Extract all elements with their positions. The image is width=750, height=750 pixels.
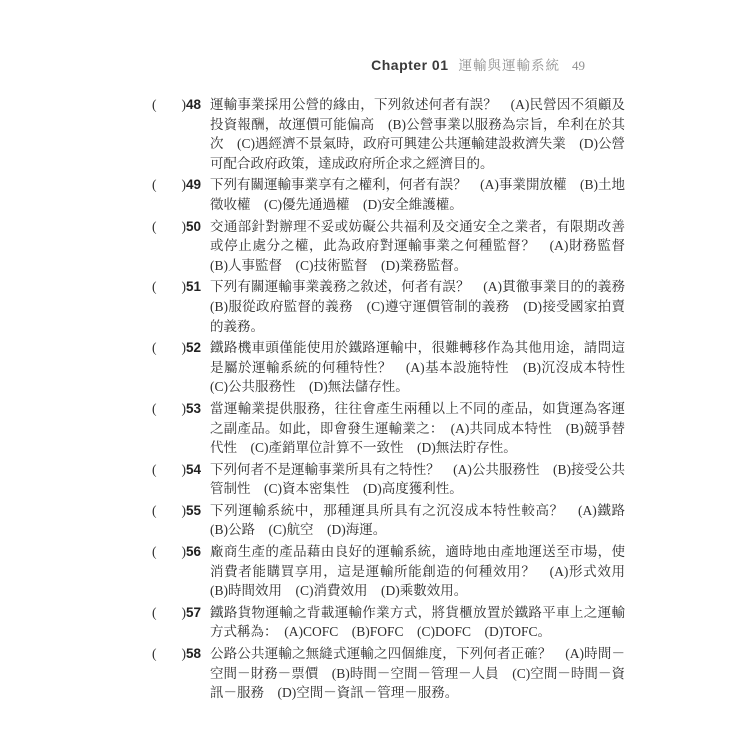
open-paren: ( (152, 177, 157, 193)
question-item (152, 501, 639, 540)
question-number: 56 (186, 544, 202, 560)
question-item (152, 338, 639, 397)
page-header (0, 54, 585, 74)
answer-blank (152, 338, 186, 358)
question-text: 鐵路貨物運輸之背載運輸作業方式，將貨櫃放置於鐵路平車上之運輸方式稱為： (A)COFC (B)FOFC (C)DOFC (D)TOFC。 (210, 604, 625, 640)
question-item (152, 460, 625, 499)
question-number: 49 (186, 177, 202, 193)
open-paren: ( (152, 340, 157, 356)
open-paren: ( (152, 400, 157, 416)
answer-blank (152, 460, 186, 480)
question-number: 57 (186, 604, 202, 620)
question-text: 當運輸業提供服務，往往會產生兩種以上不同的產品，如貨運為客運之副產品。如此，即會發生運輸業之： (A)共同成本特性 (B)競爭替代性 (C)產銷單位計算不一致性 (D)無法貯存性。 (210, 400, 625, 456)
question-number: 51 (186, 279, 202, 295)
question-text: 鐵路機車頭僅能使用於鐵路運輸中，很難轉移作為其他用途，請問這是屬於運輸系統的何種特性？ (A)基本設施特性 (B)沉沒成本特性 (C)公共服務性 (D)無法儲存性。 (210, 340, 639, 395)
open-paren: ( (152, 279, 157, 295)
question-text: 廠商生產的產品藉由良好的運輸系統，適時地由產地運送至市場，使消費者能購買享用，這是運輸所能創造的何種效用？ (A)形式效用 (B)時間效用 (C)消費效用 (D)乘數效用。 (210, 544, 639, 599)
question-number: 53 (186, 400, 202, 416)
answer-blank (152, 542, 186, 562)
open-paren: ( (152, 461, 157, 477)
close-paren: ) (181, 218, 186, 234)
open-paren: ( (152, 604, 157, 620)
close-paren: ) (181, 646, 186, 662)
chapter-label: Chapter 01 (371, 57, 449, 73)
open-paren: ( (152, 502, 157, 518)
question-item (152, 95, 625, 173)
close-paren: ) (181, 461, 186, 477)
close-paren: ) (181, 279, 186, 295)
answer-blank (152, 399, 186, 419)
close-paren: ) (181, 604, 186, 620)
question-item (152, 175, 625, 214)
question-number: 50 (186, 218, 202, 234)
answer-blank (152, 217, 186, 237)
page-number: 49 (572, 58, 585, 73)
close-paren: ) (181, 340, 186, 356)
question-number: 52 (186, 340, 202, 356)
question-number: 54 (186, 461, 202, 477)
close-paren: ) (181, 400, 186, 416)
answer-blank (152, 175, 186, 195)
chapter-title: 運輸與運輸系統 (458, 58, 560, 73)
question-item (152, 603, 625, 642)
close-paren: ) (181, 97, 186, 112)
close-paren: ) (181, 177, 186, 193)
answer-blank (152, 277, 186, 297)
open-paren: ( (152, 544, 157, 560)
question-number: 55 (186, 502, 202, 518)
question-text: 下列有關運輸事業享有之權利，何者有誤？ (A)事業開放權 (B)土地徵收權 (C)優先通過權 (D)安全維護權。 (210, 177, 625, 212)
question-text: 下列何者不是運輸事業所具有之特性？ (A)公共服務性 (B)接受公共管制性 (C)資本密集性 (D)高度獲利性。 (210, 461, 625, 497)
close-paren: ) (181, 502, 186, 518)
question-text: 下列有關運輸事業義務之敘述，何者有誤？ (A)貫徹事業目的的義務 (B)服從政府監督的義務 (C)遵守運價管制的義務 (D)接受國家拍賣的義務。 (210, 279, 639, 334)
answer-blank (152, 644, 186, 664)
question-number: 48 (186, 97, 202, 112)
question-item (152, 644, 625, 703)
question-text: 公路公共運輸之無縫式運輸之四個維度，下列何者正確？ (A)時間－空間－財務－票價 (B)時間－空間－管理－人員 (C)空間－時間－資訊－服務 (D)空間－資訊－管理－服務。 (210, 646, 625, 701)
open-paren: ( (152, 646, 157, 662)
close-paren: ) (181, 544, 186, 560)
question-number: 58 (186, 646, 202, 662)
question-text: 運輸事業採用公營的緣由，下列敘述何者有誤？ (A)民營因不須顧及投資報酬，故運價可能偏高 (B)公營事業以服務為宗旨，牟利在於其次 (C)遇經濟不景氣時，政府可興建公共運輸建設救濟失業 (D)公營可配合政府政策，達成政府所企求之經濟目的。 (210, 97, 625, 171)
answer-blank (152, 95, 186, 115)
answer-blank (152, 501, 186, 521)
question-item (152, 277, 639, 336)
open-paren: ( (152, 218, 157, 234)
question-item (152, 217, 639, 276)
open-paren: ( (152, 97, 157, 112)
answer-blank (152, 603, 186, 623)
question-item (152, 399, 625, 458)
question-item (152, 542, 639, 601)
question-list (152, 95, 639, 705)
question-text: 交通部針對辦理不妥或妨礙公共福利及交通安全之業者，有限期改善或停止處分之權，此為政府對運輸事業之何種監督？ (A)財務監督 (B)人事監督 (C)技術監督 (D)業務監督。 (210, 218, 639, 273)
question-text: 下列運輸系統中，那種運具所具有之沉沒成本特性較高？ (A)鐵路 (B)公路 (C)航空 (D)海運。 (210, 502, 639, 538)
